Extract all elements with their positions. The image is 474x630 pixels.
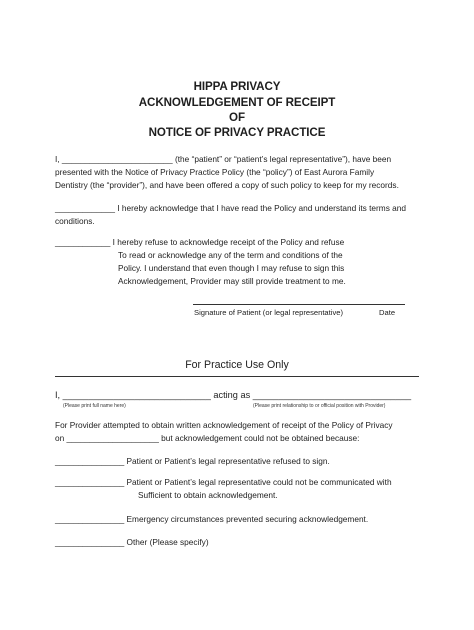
refuse-line-3: Policy. I understand that even though I may refuse to sign this bbox=[118, 263, 345, 273]
option-refused-to-sign: _______________ Patient or Patient’s legal representative refused to sign. bbox=[55, 456, 330, 466]
intro-line-2: presented with the Notice of Privacy Practice Policy (the “policy”) of East Aurora Family bbox=[55, 167, 375, 177]
option-other: _______________ Other (Please specify) bbox=[55, 537, 209, 547]
attempt-line-1: For Provider attempted to obtain written acknowledgement of receipt of the Policy of Privacy bbox=[55, 420, 393, 430]
signature-label: Signature of Patient (or legal representative) bbox=[194, 308, 344, 317]
acknowledge-line-1: _____________ I hereby acknowledge that I have read the Policy and understand its terms and bbox=[55, 203, 407, 213]
option-not-communicated-line-1: _______________ Patient or Patient’s legal representative could not be communicated with bbox=[55, 477, 392, 487]
intro-line-1: I, ________________________ (the “patient” or “patient’s legal representative”), have been bbox=[55, 154, 392, 164]
intro-line-3: Dentistry (the “provider”), and have been offered a copy of such policy to keep for my records. bbox=[55, 180, 399, 190]
practice-divider bbox=[55, 376, 419, 377]
title-line-1: HIPPA PRIVACY bbox=[193, 80, 281, 93]
option-emergency: _______________ Emergency circumstances prevented securing acknowledgement. bbox=[55, 514, 369, 524]
signature-line bbox=[193, 304, 405, 305]
refuse-line-2: To read or acknowledge any of the term and conditions of the bbox=[118, 250, 343, 260]
print-relationship-hint: (Please print relationship to or official position with Provider) bbox=[253, 403, 386, 409]
attempt-line-2: on ____________________ but acknowledgement could not be obtained because: bbox=[55, 433, 360, 443]
refuse-line-1: ____________ I hereby refuse to acknowledge receipt of the Policy and refuse bbox=[55, 237, 345, 247]
practice-name-line: I, _____________________________ acting as _______________________________ bbox=[55, 390, 412, 400]
acknowledge-line-2: conditions. bbox=[55, 216, 95, 226]
refuse-line-4: Acknowledgement, Provider may still provide treatment to me. bbox=[118, 276, 346, 286]
title-line-3: OF bbox=[229, 111, 245, 124]
practice-heading: For Practice Use Only bbox=[185, 359, 289, 371]
option-not-communicated-line-2: Sufficient to obtain acknowledgement. bbox=[138, 490, 278, 500]
print-name-hint: (Please print full name here) bbox=[63, 403, 126, 409]
title-line-4: NOTICE OF PRIVACY PRACTICE bbox=[148, 126, 326, 139]
date-label: Date bbox=[379, 308, 396, 317]
title-line-2: ACKNOWLEDGEMENT OF RECEIPT bbox=[138, 96, 336, 109]
